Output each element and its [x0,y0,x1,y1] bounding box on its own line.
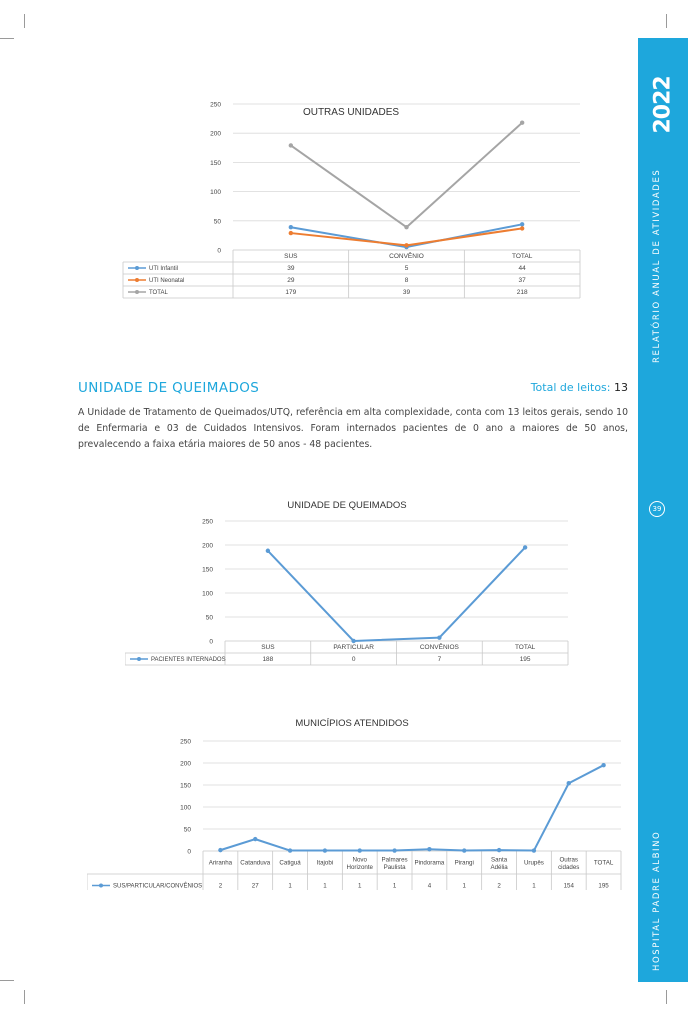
y-tick-label: 0 [187,848,191,856]
page-number: 39 [649,501,665,517]
y-tick-label: 50 [205,614,213,622]
data-point [289,225,293,229]
data-point [392,848,396,852]
crop-mark [24,990,25,1004]
x-category-label: SUS [284,253,298,261]
data-table-cell: 1 [288,882,292,890]
series-line [268,547,525,641]
x-category-label: PARTICULAR [333,644,374,652]
y-tick-label: 200 [180,760,191,768]
data-table-cell: 39 [402,289,411,297]
data-table-cell: 195 [519,656,531,664]
x-category-label: TOTAL [514,644,536,652]
total-beds-value: 13 [614,381,628,394]
crop-mark [0,38,14,39]
data-table-cell: 1 [392,882,397,890]
chart-outras-unidades [113,96,587,302]
chart-municipios-atendidos [87,710,627,890]
y-tick-label: 250 [202,518,213,526]
x-category-label: CONVÊNIO [389,253,424,261]
data-point [427,847,431,851]
y-tick-label: 50 [213,218,221,226]
crop-mark [0,980,14,981]
data-table-cell: 2 [497,882,501,890]
y-tick-label: 50 [183,826,191,834]
data-point [497,848,501,852]
x-category-label: TOTAL [593,859,614,867]
data-point [520,222,524,226]
y-tick-label: 250 [210,101,221,109]
data-point [523,545,527,549]
data-point [462,848,466,852]
data-point [253,837,257,841]
data-point [289,143,293,147]
data-table-cell: 37 [518,277,526,285]
data-point [520,120,524,124]
chart-title: OUTRAS UNIDADES [302,107,400,118]
legend-series-name: UTI Infantil [149,266,179,273]
y-tick-label: 100 [180,804,191,812]
data-table-cell: 1 [358,882,362,890]
y-tick-label: 0 [209,638,213,646]
data-table-cell: 8 [404,277,409,285]
data-point [266,549,270,553]
crop-mark [666,990,667,1004]
y-tick-label: 100 [210,189,221,197]
data-table-cell: 188 [262,656,274,664]
x-category-label: Catanduva [240,859,271,867]
data-point [358,848,362,852]
sidebar-year: 2022 [650,76,676,134]
data-point [323,848,327,852]
sidebar [638,38,688,982]
legend-series-name: PACIENTES INTERNADOS [151,657,226,664]
data-table-cell: 5 [404,265,409,273]
section-paragraph: A Unidade de Tratamento de Queimados/UTQ, referência em alta complexidade, conta com 13 leitos gerais, sendo 10 de Enfermaria e 03 de Cuidados Intensivos. Foram internados pacientes de 0 ano a maiores de 50 anos, prevalecendo a faixa etária maiores de 50 anos - 48 pacientes. [78,407,628,450]
data-table-cell: 4 [427,882,432,890]
x-category-label: Palmares Paulista [381,856,408,872]
x-category-label: Itajobi [316,859,334,867]
x-category-label: Catiguá [279,859,301,867]
y-tick-label: 150 [202,566,213,574]
data-point [532,848,536,852]
series-line [291,123,522,228]
legend-swatch-marker [137,657,141,661]
sidebar-hospital-name: HOSPITAL PADRE ALBINO [652,830,662,971]
y-tick-label: 100 [202,590,213,598]
data-table-cell: 1 [323,882,327,890]
data-point [288,848,292,852]
series-line [220,765,603,850]
x-category-label: Ariranha [208,859,233,867]
data-point [289,231,293,235]
data-table-cell: 39 [287,265,295,273]
y-tick-label: 150 [180,782,191,790]
data-point [404,243,408,247]
legend-swatch-marker [99,884,103,888]
total-beds-label: Total de leitos: [530,381,611,394]
legend-series-name: UTI Neonatal [149,278,185,285]
sidebar-report-title: RELATÓRIO ANUAL DE ATIVIDADES [652,168,662,363]
data-table-cell: 154 [563,882,574,890]
y-tick-label: 200 [202,542,213,550]
data-table-cell: 1 [462,882,466,890]
x-category-label: Outras cidades [558,856,580,872]
data-table-cell: 1 [532,882,536,890]
data-point [601,763,605,767]
data-table-cell: 29 [287,277,295,285]
x-category-label: Pindorama [414,859,445,867]
data-point [351,639,355,643]
data-table-cell: 27 [251,882,259,890]
data-point [404,225,408,229]
data-table-cell: 7 [437,656,442,664]
x-category-label: Santa Adélia [490,856,508,872]
y-tick-label: 0 [217,247,221,255]
y-tick-label: 250 [180,738,191,746]
data-table-cell: 2 [218,882,223,890]
chart-title: MUNICÍPIOS ATENDIDOS [295,718,409,729]
data-point [218,848,222,852]
chart-unidade-queimados [125,492,585,676]
x-category-label: Pirangi [454,859,474,867]
data-table-cell: 195 [598,882,609,890]
legend-swatch-marker [135,266,139,270]
x-category-label: TOTAL [511,253,533,261]
y-tick-label: 150 [210,159,221,167]
data-point [520,226,524,230]
data-point [567,781,571,785]
crop-mark [666,14,667,28]
x-category-label: Novo Horizonte [346,856,373,872]
legend-series-name: SUS/PARTICULAR/CONVÊNIOS [113,883,203,890]
x-category-label: CONVÊNIOS [419,644,459,652]
y-tick-label: 200 [210,130,221,138]
x-category-label: Urupês [523,859,544,867]
legend-series-name: TOTAL [149,290,168,297]
chart-title: UNIDADE DE QUEIMADOS [287,500,407,511]
crop-mark [24,14,25,28]
data-table-cell: 179 [285,289,297,297]
section-title: UNIDADE DE QUEIMADOS [78,380,260,396]
data-table-cell: 218 [516,289,528,297]
total-beds [531,381,628,394]
legend-swatch-marker [135,278,139,282]
data-point [437,635,441,639]
data-table-cell: 44 [518,265,526,273]
x-category-label: SUS [261,644,275,652]
data-table-cell: 0 [351,656,356,664]
legend-swatch-marker [135,290,139,294]
